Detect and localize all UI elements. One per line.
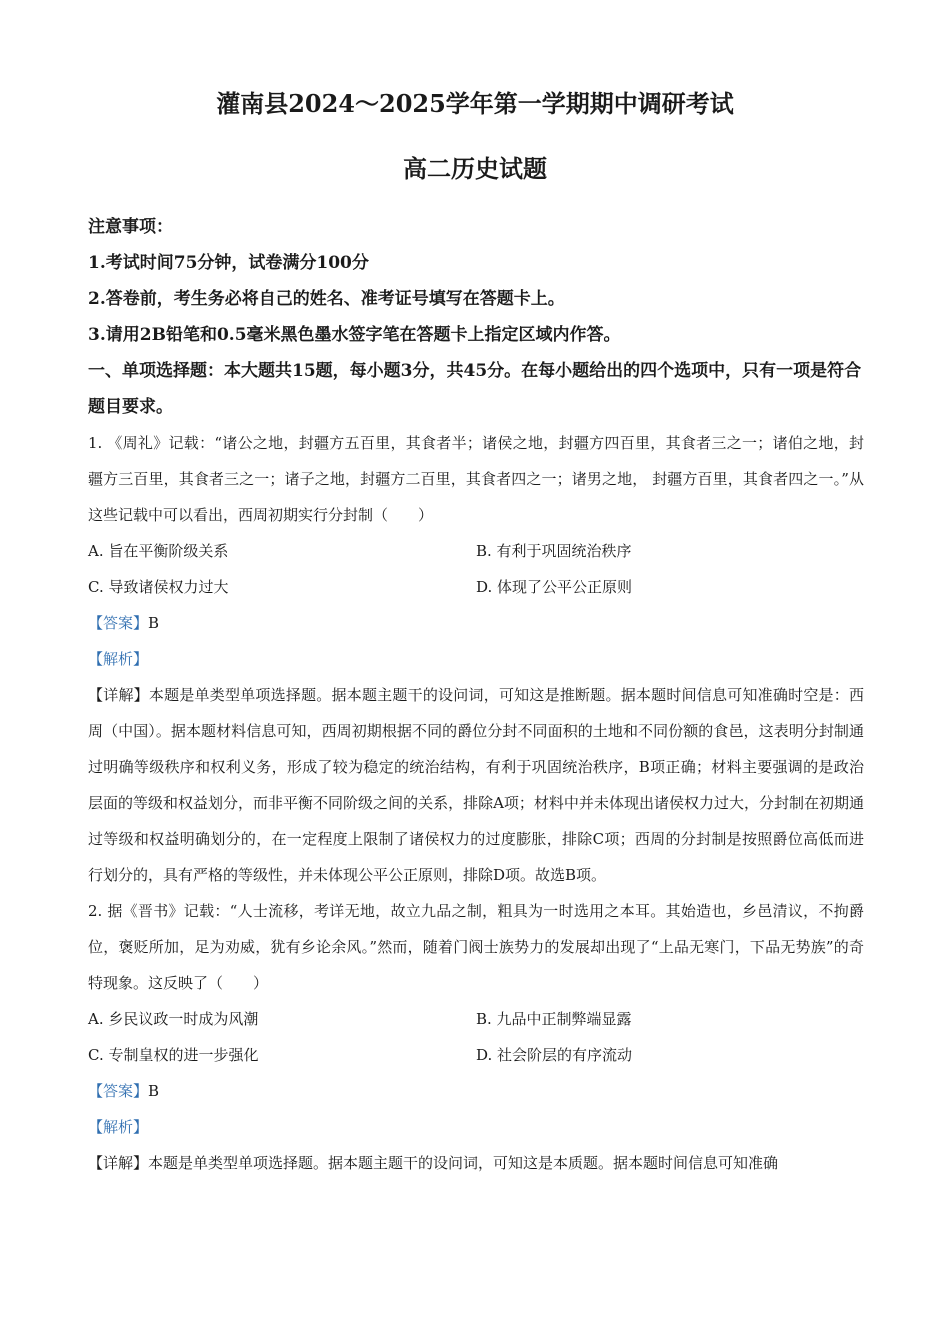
question-1-stem: 1. 《周礼》记载：“诸公之地，封疆方五百里，其食者半；诸侯之地，封疆方四百里，其食者三之一；诸伯之地，封疆方三百里，其食者三之一；诸子之地，封疆方二百里，其食者四之一；诸男之地， 封疆方百里，其食者四之一。”从这些记载中可以看出，西周初期实行分封制（ ） bbox=[88, 434, 864, 524]
question-1-options-row bbox=[88, 533, 864, 569]
answer-tag: 【答案】 bbox=[88, 614, 149, 632]
question-1-answer bbox=[88, 605, 864, 641]
notice-item: 2.答卷前，考生务必将自己的姓名、准考证号填写在答题卡上。 bbox=[88, 289, 565, 309]
question-2-answer bbox=[88, 1073, 864, 1109]
question-2-analysis-tag: 【解析】 bbox=[88, 1118, 149, 1136]
exam-subtitle: 高二历史试题 bbox=[403, 154, 547, 183]
exam-title: 灌南县2024～2025学年第一学期期中调研考试 bbox=[216, 89, 734, 118]
question-1-option-d: D. 体现了公平公正原则 bbox=[476, 578, 633, 596]
question-1-option-c: C. 导致诸侯权力过大 bbox=[88, 578, 229, 596]
notice-item: 3.请用2B铅笔和0.5毫米黑色墨水签字笔在答题卡上指定区域内作答。 bbox=[88, 325, 621, 345]
question-2-detail bbox=[88, 1145, 864, 1181]
question-1-option-b: B. 有利于巩固统治秩序 bbox=[476, 542, 632, 560]
question-1-option-a: A. 旨在平衡阶级关系 bbox=[88, 542, 229, 560]
detail-tag: 【详解】 bbox=[88, 686, 149, 704]
section-heading: 一、单项选择题：本大题共15题，每小题3分，共45分。在每小题给出的四个选项中，只有一项是符合题目要求。 bbox=[88, 361, 862, 417]
question-2-option-d: D. 社会阶层的有序流动 bbox=[476, 1046, 633, 1064]
detail-text: 本题是单类型单项选择题。据本题主题干的设问词，可知这是推断题。据本题时间信息可知准确时空是：西周（中国）。据本题材料信息可知，西周初期根据不同的爵位分封不同面积的土地和不同份额的食邑，这表明分封制通过明确等级秩序和权利义务，形成了较为稳定的统治结构，有利于巩固统治秩序，B项正确；材料主要强调的是政治层面的等级和权益划分，而非平衡不同阶级之间的关系，排除A项；材料中并未体现出诸侯权力过大，分封制在初期通过等级和权益明确划分的，在一定程度上限制了诸侯权力的过度膨胀，排除C项；西周的分封制是按照爵位高低而进行划分的，具有严格的等级性，并未体现公平公正原则，排除D项。故选B项。 bbox=[88, 686, 864, 884]
question-2-options-row bbox=[88, 1037, 864, 1073]
detail-text: 本题是单类型单项选择题。据本题主题干的设问词，可知这是本质题。据本题时间信息可知准确 bbox=[148, 1154, 779, 1172]
notice-heading: 注意事项： bbox=[88, 217, 173, 237]
question-2-stem: 2. 据《晋书》记载：“人士流移，考详无地，故立九品之制，粗具为一时选用之本耳。其始造也，乡邑清议，不拘爵位，褒贬所加，足为劝威，犹有乡论余风。”然而，随着门阀士族势力的发展却出现了“上品无寒门，下品无势族”的奇特现象。这反映了（ ） bbox=[88, 902, 864, 992]
answer-value: B bbox=[148, 614, 160, 632]
question-2-option-c: C. 专制皇权的进一步强化 bbox=[88, 1046, 259, 1064]
detail-tag: 【详解】 bbox=[88, 1154, 149, 1172]
question-1-analysis-tag: 【解析】 bbox=[88, 650, 149, 668]
question-2-option-a: A. 乡民议政一时成为风潮 bbox=[88, 1010, 259, 1028]
question-1-detail bbox=[88, 677, 864, 893]
question-2-options-row bbox=[88, 1001, 864, 1037]
answer-tag: 【答案】 bbox=[88, 1082, 149, 1100]
exam-body bbox=[88, 209, 864, 1181]
notice-item: 1.考试时间75分钟，试卷满分100分 bbox=[88, 253, 369, 273]
question-1-options-row bbox=[88, 569, 864, 605]
question-2-option-b: B. 九品中正制弊端显露 bbox=[476, 1010, 632, 1028]
answer-value: B bbox=[148, 1082, 160, 1100]
